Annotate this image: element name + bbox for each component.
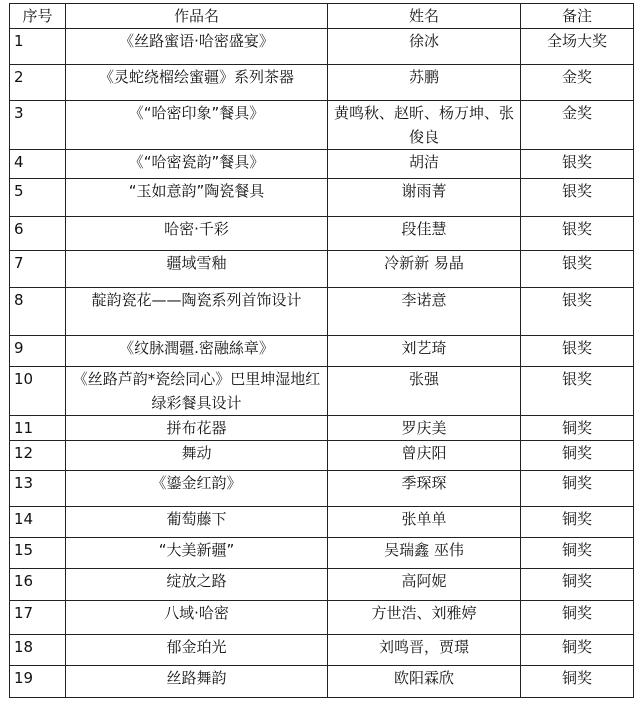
author-name: 张单单 [328, 507, 521, 538]
table-row [10, 416, 634, 441]
table-row [10, 367, 634, 416]
row-number: 7 [10, 251, 66, 288]
author-name: 谢雨菁 [328, 179, 521, 217]
row-number: 17 [10, 601, 66, 635]
table-row [10, 569, 634, 601]
row-number: 11 [10, 416, 66, 441]
author-name: 方世浩、刘雅婷 [328, 601, 521, 635]
header-work-title: 作品名 [66, 4, 328, 29]
table-row [10, 288, 634, 336]
award-remark: 金奖 [521, 65, 634, 101]
table-row [10, 538, 634, 569]
table-row [10, 507, 634, 538]
row-number: 14 [10, 507, 66, 538]
table-header-row [10, 4, 634, 29]
award-remark: 银奖 [521, 367, 634, 416]
award-remark: 银奖 [521, 150, 634, 179]
awards-table [9, 3, 634, 698]
row-number: 19 [10, 666, 66, 698]
table-row [10, 336, 634, 367]
work-title: 靛韵瓷花——陶瓷系列首饰设计 [66, 288, 328, 336]
table-row [10, 441, 634, 471]
work-title: 丝路舞韵 [66, 666, 328, 698]
award-remark: 铜奖 [521, 416, 634, 441]
work-title: “玉如意韵”陶瓷餐具 [66, 179, 328, 217]
table-row [10, 179, 634, 217]
work-title: 《“哈密瓷韵”餐具》 [66, 150, 328, 179]
row-number: 8 [10, 288, 66, 336]
work-title: 《纹脉潤疆.密融絲章》 [66, 336, 328, 367]
award-remark: 铜奖 [521, 569, 634, 601]
row-number: 18 [10, 635, 66, 666]
work-title: 《鎏金红韵》 [66, 471, 328, 507]
award-remark: 银奖 [521, 251, 634, 288]
award-remark: 银奖 [521, 217, 634, 251]
award-remark: 铜奖 [521, 666, 634, 698]
author-name: 曾庆阳 [328, 441, 521, 471]
row-number: 1 [10, 29, 66, 65]
author-name: 冷新新 易晶 [328, 251, 521, 288]
award-remark: 铜奖 [521, 471, 634, 507]
award-remark: 铜奖 [521, 635, 634, 666]
award-remark: 铜奖 [521, 538, 634, 569]
work-title: 拼布花器 [66, 416, 328, 441]
author-name: 苏鹏 [328, 65, 521, 101]
work-title: 哈密·千彩 [66, 217, 328, 251]
author-name: 刘艺琦 [328, 336, 521, 367]
work-title: 舞动 [66, 441, 328, 471]
work-title: 《“哈密印象”餐具》 [66, 101, 328, 150]
row-number: 12 [10, 441, 66, 471]
work-title: 《灵蛇绕榴绘蜜疆》系列茶器 [66, 65, 328, 101]
author-name: 高阿妮 [328, 569, 521, 601]
table-row [10, 29, 634, 65]
row-number: 13 [10, 471, 66, 507]
award-remark: 金奖 [521, 101, 634, 150]
award-remark: 铜奖 [521, 441, 634, 471]
table-row [10, 150, 634, 179]
work-title: 葡萄藤下 [66, 507, 328, 538]
author-name: 罗庆美 [328, 416, 521, 441]
author-name: 吴瑞鑫 巫伟 [328, 538, 521, 569]
row-number: 9 [10, 336, 66, 367]
work-title: 《丝路蜜语·哈密盛宴》 [66, 29, 328, 65]
row-number: 3 [10, 101, 66, 150]
author-name: 欧阳霖欣 [328, 666, 521, 698]
row-number: 2 [10, 65, 66, 101]
table-row [10, 666, 634, 698]
table-row [10, 635, 634, 666]
author-name: 段佳慧 [328, 217, 521, 251]
author-name: 季琛琛 [328, 471, 521, 507]
row-number: 5 [10, 179, 66, 217]
award-remark: 全场大奖 [521, 29, 634, 65]
row-number: 6 [10, 217, 66, 251]
author-name: 刘鸣晋，贾璟 [328, 635, 521, 666]
table-row [10, 251, 634, 288]
work-title: 《丝路芦韵*瓷绘同心》巴里坤湿地红绿彩餐具设计 [66, 367, 328, 416]
work-title: 郁金珀光 [66, 635, 328, 666]
row-number: 4 [10, 150, 66, 179]
author-name: 张强 [328, 367, 521, 416]
table-row [10, 601, 634, 635]
award-remark: 铜奖 [521, 507, 634, 538]
table-row [10, 101, 634, 150]
award-remark: 银奖 [521, 288, 634, 336]
author-name: 黄鸣秋、赵昕、杨万坤、张俊良 [328, 101, 521, 150]
work-title: “大美新疆” [66, 538, 328, 569]
award-remark: 银奖 [521, 179, 634, 217]
header-number: 序号 [10, 4, 66, 29]
award-remark: 铜奖 [521, 601, 634, 635]
row-number: 10 [10, 367, 66, 416]
row-number: 16 [10, 569, 66, 601]
header-name: 姓名 [328, 4, 521, 29]
author-name: 徐冰 [328, 29, 521, 65]
row-number: 15 [10, 538, 66, 569]
table-row [10, 65, 634, 101]
author-name: 李诺意 [328, 288, 521, 336]
table-row [10, 471, 634, 507]
award-remark: 银奖 [521, 336, 634, 367]
work-title: 八域·哈密 [66, 601, 328, 635]
work-title: 疆域雪釉 [66, 251, 328, 288]
author-name: 胡洁 [328, 150, 521, 179]
header-remark: 备注 [521, 4, 634, 29]
work-title: 绽放之路 [66, 569, 328, 601]
table-row [10, 217, 634, 251]
